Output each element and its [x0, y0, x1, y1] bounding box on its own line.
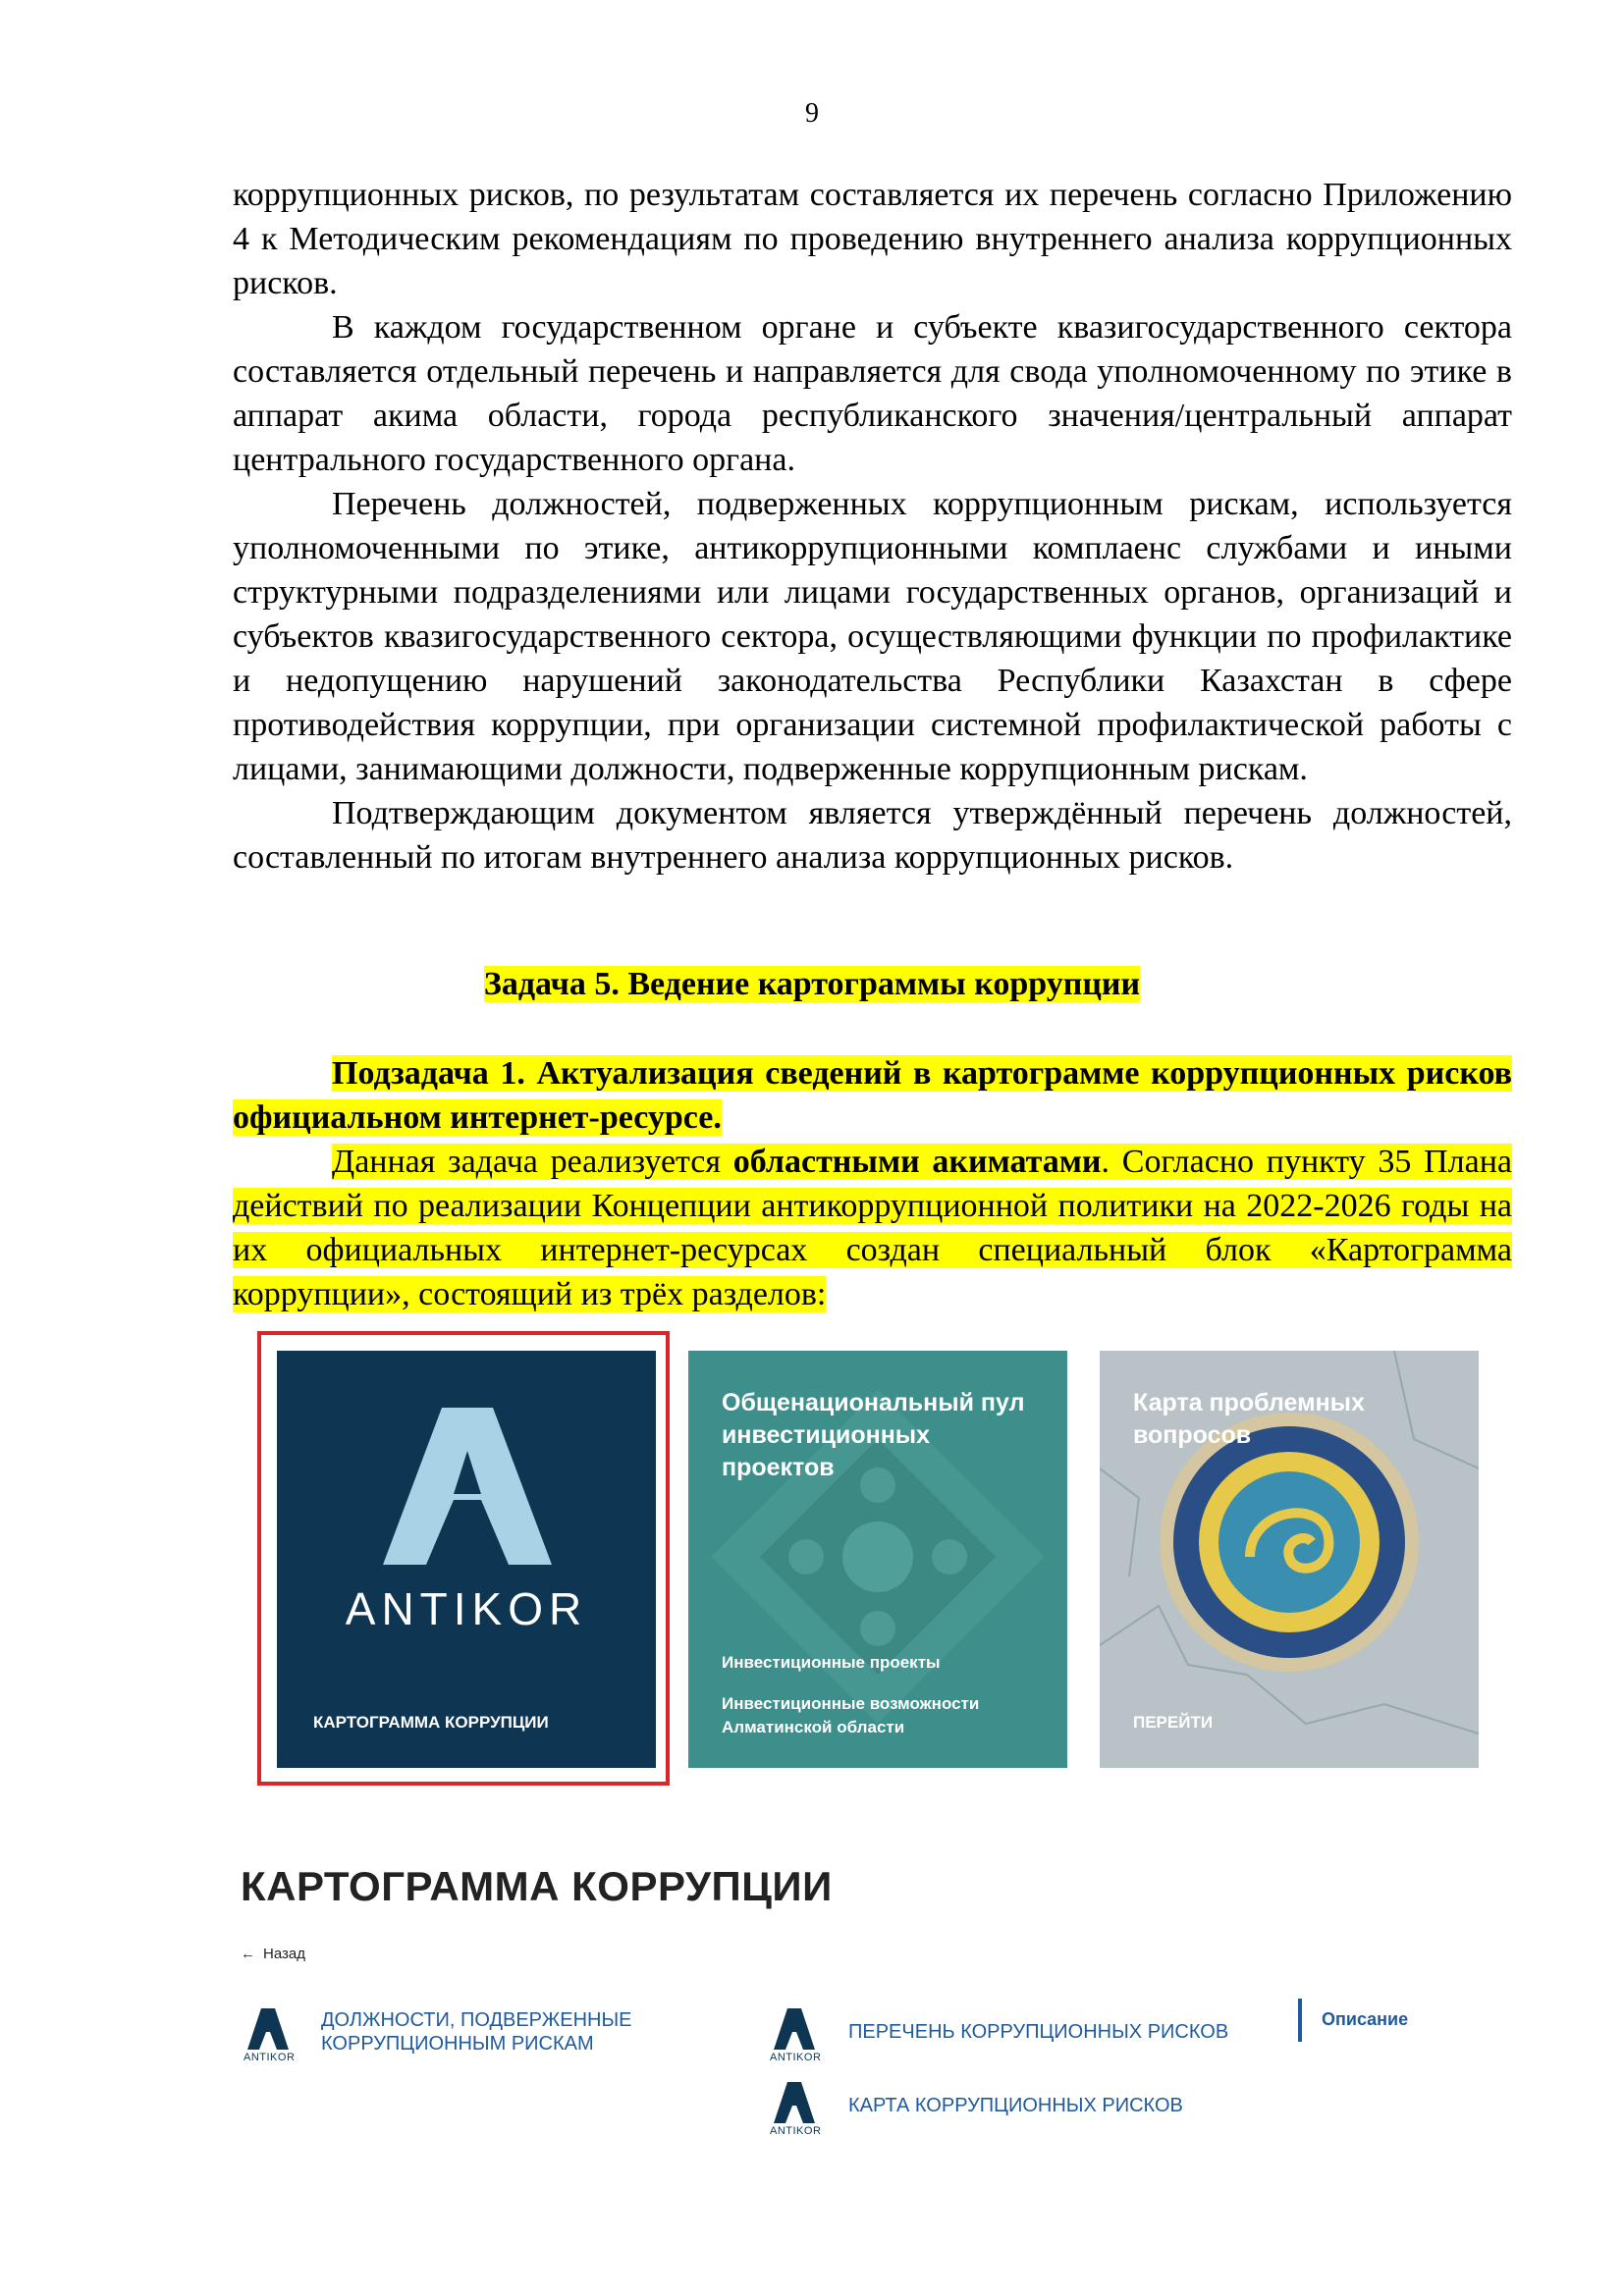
antikor-mini-word: ANTIKOR [770, 2125, 822, 2137]
tile-problem-map[interactable] [1100, 1351, 1479, 1768]
arrow-left-icon: ← [241, 1946, 255, 1962]
web-page-title: КАРТОГРАММА КОРРУПЦИИ [241, 1863, 833, 1909]
subtask-text-bold: областными акиматами [732, 1144, 1102, 1180]
paragraph-2: В каждом государственном органе и субъекте квазигосударственного сектора составляется отдельный перечень и направляется для свода уполномоченному по этике в аппарат акима области, города республиканского значения/центральный аппарат центрального государственного органа. [233, 309, 1512, 478]
antikor-mini-word: ANTIKOR [244, 2052, 296, 2063]
positions-at-risk-link[interactable]: ДОЛЖНОСТИ, ПОДВЕРЖЕННЫЕ КОРРУПЦИОННЫМ РИСКАМ [321, 2009, 632, 2055]
risk-map-link[interactable]: КАРТА КОРРУПЦИОННЫХ РИСКОВ [848, 2095, 1183, 2116]
antikor-mini-logo-2 [770, 2008, 822, 2065]
tile-antikor[interactable] [277, 1351, 656, 1768]
back-link[interactable] [241, 1946, 305, 1962]
paragraph-3: Перечень должностей, подверженных коррупционным рискам, используется уполномоченными по этике, антикоррупционными комплаенс службами и иными структурными подразделениями или лицами государственных органов, организаций и субъектов квазигосударственного сектора, осуществляющими функции по профилактике и недопущению нарушений законодательства Республики Казахстан в сфере противодействия коррупции, при организации системной профилактической работы с лицами, занимающими должности, подверженные коррупционным рискам. [233, 486, 1512, 787]
antikor-logo-icon [383, 1408, 552, 1565]
back-link-label: Назад [263, 1946, 305, 1962]
paragraph-1: коррупционных рисков, по результатам составляется их перечень согласно Приложению 4 к Методическим рекомендациям по проведению внутреннего анализа коррупционных рисков. [233, 177, 1512, 301]
antikor-mini-word: ANTIKOR [770, 2052, 822, 2063]
subtask-paragraph [233, 1140, 1512, 1316]
antikor-mini-logo-3 [770, 2082, 822, 2139]
subtask-text-after: . Согласно пункту 35 Плана действий по реализации Концепции антикоррупционной политики на 2022-2026 годы на их официальных интернет-ресурсах создан специальный блок «Картограмма коррупции», состоящий из трёх разделов: [233, 1144, 1512, 1312]
investment-opportunities-link[interactable]: Инвестиционные возможности Алматинской области [722, 1694, 980, 1736]
tile-investment-links [722, 1651, 1016, 1757]
subtask-heading [233, 1051, 1512, 1140]
antikor-mini-logo-1 [244, 2008, 296, 2065]
body-text [233, 173, 1512, 880]
page-number: 9 [805, 98, 819, 129]
task-heading-text: Задача 5. Ведение картограммы коррупции [483, 966, 1141, 1002]
subtask-heading-text: Подзадача 1. Актуализация сведений в картограмме коррупционных рисков официальном интернет-ресурсе. [233, 1055, 1512, 1136]
antikor-logo-icon [770, 2008, 819, 2050]
antikor-wordmark: ANTIKOR [345, 1583, 588, 1634]
paragraph-4: Подтверждающим документом является утверждённый перечень должностей, составленный по итогам внутреннего анализа коррупционных рисков. [233, 795, 1512, 876]
antikor-logo-icon [770, 2082, 819, 2123]
go-link[interactable]: ПЕРЕЙТИ [1133, 1713, 1214, 1732]
tile-antikor-caption: КАРТОГРАММА КОРРУПЦИИ [313, 1713, 549, 1732]
description-divider [1298, 1999, 1302, 2042]
investment-projects-link[interactable]: Инвестиционные проекты [722, 1653, 941, 1672]
tile-investment[interactable] [688, 1351, 1067, 1768]
subtask-text-before: Данная задача реализуется [332, 1144, 733, 1180]
task-heading [0, 962, 1624, 1006]
description-link[interactable]: Описание [1322, 2009, 1409, 2029]
tile-problem-map-title: Карта проблемных вопросов [1133, 1389, 1365, 1449]
risk-list-link[interactable]: ПЕРЕЧЕНЬ КОРРУПЦИОННЫХ РИСКОВ [848, 2021, 1229, 2043]
tile-investment-title: Общенациональный пул инвестиционных проектов [722, 1389, 1025, 1481]
subtask-block [233, 1051, 1512, 1316]
antikor-logo-icon [244, 2008, 293, 2050]
